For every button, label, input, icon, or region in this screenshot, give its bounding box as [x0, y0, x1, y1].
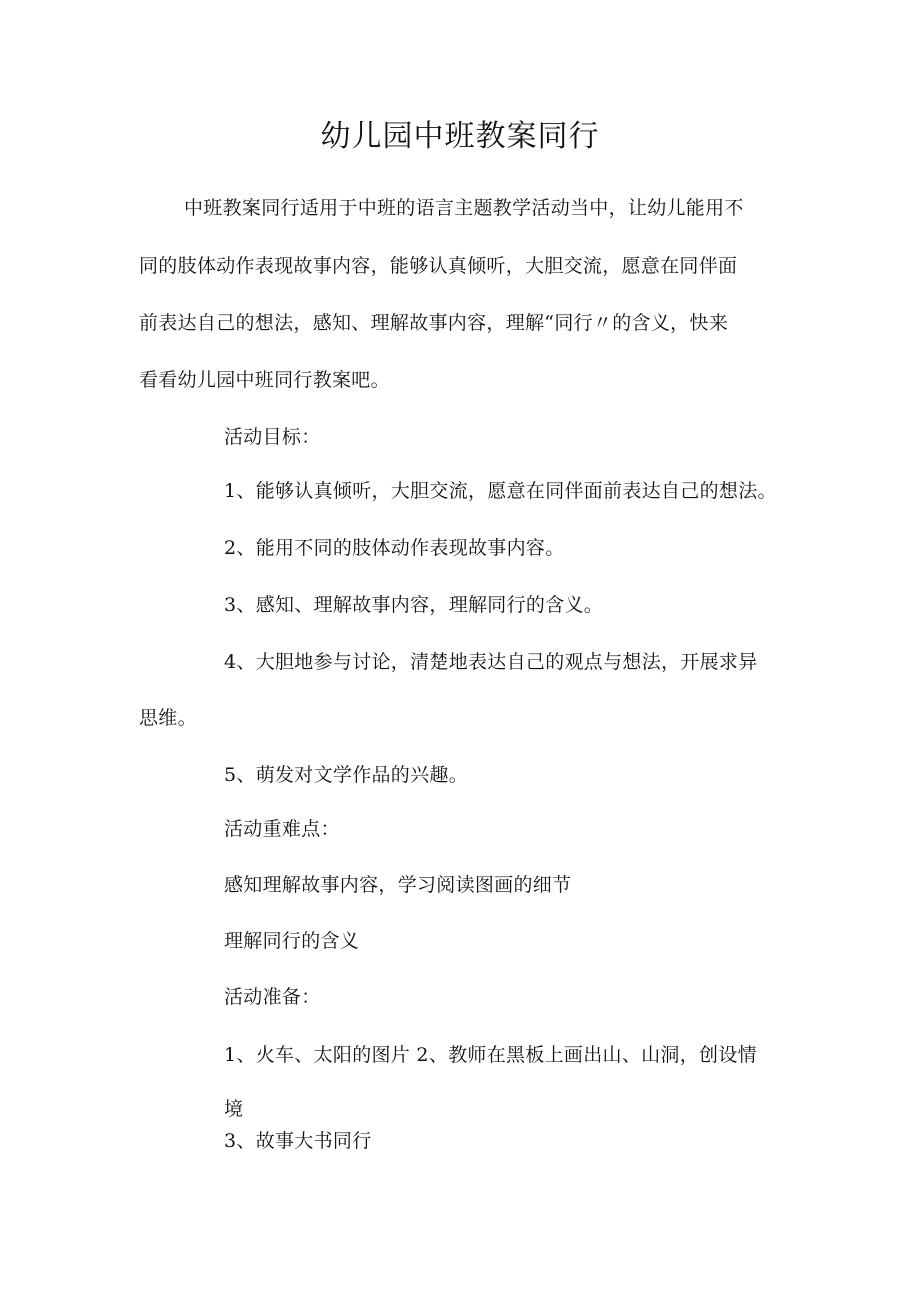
intro-line-2: 同的肢体动作表现故事内容，能够认真倾听，大胆交流，愿意在同伴面: [139, 255, 738, 277]
key-point-1: 感知理解故事内容，学习阅读图画的细节: [224, 874, 572, 896]
preparation-item-1-continuation: 境: [224, 1098, 244, 1120]
goals-heading: 活动目标：: [224, 426, 321, 448]
goal-item-4-continuation: 思维。: [139, 707, 197, 729]
goal-item-5: 5、萌发对文学作品的兴趣。: [224, 764, 468, 786]
intro-line-4: 看看幼儿园中班同行教案吧。: [139, 369, 390, 391]
preparation-item-3: 3、故事大书同行: [224, 1130, 372, 1152]
goal-item-1: 1、能够认真倾听，大胆交流，愿意在同伴面前表达自己的想法。: [224, 480, 777, 502]
preparation-heading: 活动准备：: [224, 986, 321, 1008]
document-title: 幼儿园中班教案同行: [320, 119, 600, 154]
goal-item-4: 4、大胆地参与讨论，清楚地表达自己的观点与想法，开展求异: [224, 651, 758, 673]
key-point-2: 理解同行的含义: [224, 930, 360, 952]
preparation-item-1: 1、火车、太阳的图片 2、教师在黑板上画出山、山洞，创设情: [224, 1044, 757, 1066]
goal-item-2: 2、能用不同的肢体动作表现故事内容。: [224, 537, 565, 559]
key-points-heading: 活动重难点：: [224, 818, 340, 840]
intro-line-1: 中班教案同行适用于中班的语言主题教学活动当中，让幼儿能用不: [184, 197, 744, 219]
intro-line-3: 前表达自己的想法，感知、理解故事内容，理解“同行〃的含义，快来: [139, 312, 729, 334]
goal-item-3: 3、感知、理解故事内容，理解同行的含义。: [224, 594, 604, 616]
